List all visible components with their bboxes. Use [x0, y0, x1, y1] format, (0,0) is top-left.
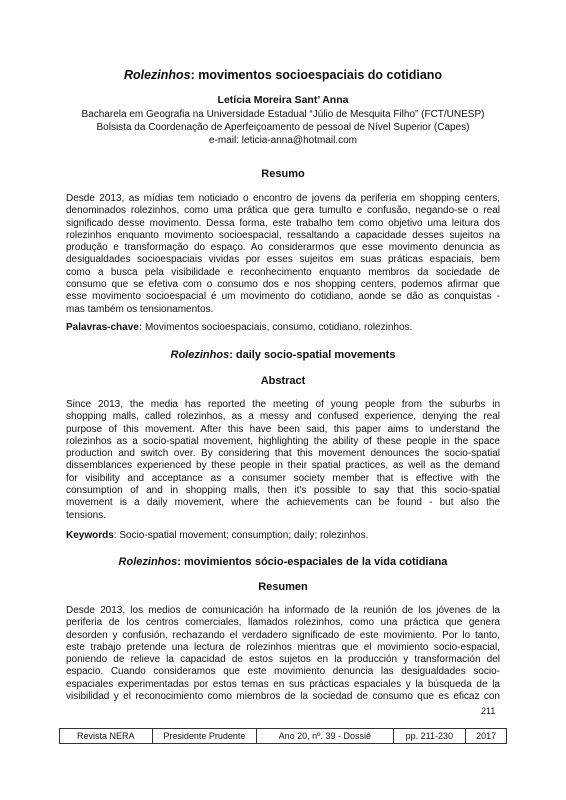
abstract-line: consumption of and in shopping malls, then it's possible to say that this socio-spatial	[66, 485, 500, 497]
paper-title-italic: Rolezinhos	[123, 68, 191, 82]
abstract-line: tensions.	[66, 509, 107, 521]
english-title-rest: : daily socio-spatial movements	[229, 349, 396, 361]
spanish-title	[66, 556, 500, 568]
resumo-heading: Resumo	[261, 168, 305, 180]
abstract-heading: Abstract	[260, 375, 306, 387]
keywords-text: : Socio-spatial movement; consumption; daily; rolezinhos.	[113, 530, 369, 541]
keywords	[66, 530, 500, 542]
english-title	[66, 349, 500, 361]
resumo-line: consumo que se efetiva com o consumo dos e nos shopping centers, podemos afirmar que	[66, 279, 500, 291]
resumo-text	[66, 193, 500, 316]
abstract-line: dissemblances experienced by these people in their spatial practices, as well as the demand	[66, 460, 500, 472]
resumen-line: este trabajo pretende una lectura de rolezinhos mientras que el movimiento socio-espacial,	[66, 641, 500, 653]
keywords-text: Movimentos socioespaciais, consumo, cotidiano, rolezinhos.	[144, 322, 413, 333]
abstract-line: for visibility and acceptance as a consumer society member that is effective with the	[66, 472, 500, 484]
resumo-line: produção e transformação do espaço. Ao considerarmos que esse movimento denuncia as	[66, 242, 500, 254]
footer-year: 2017	[476, 731, 497, 741]
palavras-chave	[66, 322, 500, 334]
resumo-line: rolezinhos enquanto movimento socioespacial, ressaltando a capacidade desses sujeitos na	[66, 229, 500, 241]
english-title-italic: Rolezinhos	[170, 349, 230, 361]
paper-title-rest: : movimentos socioespaciais do cotidiano	[190, 68, 443, 82]
resumo-line: como a busca pela visibilidade e reconhecimento enquanto membros da sociedade de	[66, 266, 500, 278]
abstract-line: purpose of this movement. After this have been said, this paper aims to understand the	[66, 423, 500, 435]
abstract-line: production and switch over. By considering that this movement denounces the socio-spatial	[66, 448, 500, 460]
resumo-line: desigualdades socioespaciais vividas por esses sujeitos em suas práticas espaciais, bem	[66, 254, 500, 266]
resumo-line: significado desse movimento. Dessa forma, este trabalho tem como objetivo uma leitura dos	[66, 217, 500, 229]
resumen-line: Desde 2013, los medios de comunicación ha informado de la reunión de los jóvenes de la	[66, 605, 500, 616]
abstract-line: movement is a daily movement, where the achievements can be found - but also the	[66, 497, 500, 509]
resumen-text	[66, 605, 500, 703]
abstract-line: rolezinhos as a socio-spatial movement, highlighting the ability of these people in the space	[66, 435, 500, 447]
affiliation-line: Bolsista da Coordenação de Aperfeiçoamento de pessoal de Nível Superior (Capes)	[96, 122, 470, 133]
resumen-line: desorden y confusión, rechazando el verdadero significado de este movimiento. Por lo tanto,	[66, 629, 500, 641]
author-name: Letícia Moreira Sant’ Anna	[217, 94, 349, 106]
spanish-title-italic: Rolezinhos	[118, 556, 178, 568]
journal-footer	[59, 728, 507, 744]
paper-title	[66, 68, 500, 82]
footer-city: Presidente Prudente	[153, 729, 258, 743]
resumen-line: espaciales experimentadas por estos temas en sus prácticas espaciales y la búsqueda de la	[66, 678, 500, 690]
author-affiliation	[66, 108, 500, 147]
footer-issue: Ano 20, nº. 39 - Dossiê	[257, 729, 393, 743]
resumo-line: Desde 2013, as mídias tem noticiado o encontro de jovens da periferia em shopping centers,	[66, 193, 500, 204]
footer-pages: pp. 211-230	[394, 729, 467, 743]
spanish-title-rest: : movimientos sócio-espaciales de la vida cotidiana	[177, 556, 448, 568]
resumo-line: esse movimento socioespacial é um movimento do cotidiano, aonde se dão as conquistas -	[66, 291, 500, 303]
keywords-label: Palavras-chave:	[66, 322, 143, 333]
abstract-text	[66, 399, 500, 522]
abstract-line: shopping malls, called rolezinhos, as a messy and confused experience, denying the real	[66, 411, 500, 423]
resumen-line: visibilidad y el reconocimiento como miembros de la sociedad de consumo que es eficaz con	[66, 691, 500, 703]
resumo-line: denominados rolezinhos, como uma prática que gera tumulto e confusão, negando-se o real	[66, 205, 500, 217]
author-email: e-mail: leticia-anna@hotmail.com	[209, 135, 357, 146]
resumen-heading: Resumen	[258, 581, 308, 593]
page-number: 211	[481, 706, 496, 716]
affiliation-line: Bacharela em Geografia na Universidade Estadual “Júlio de Mesquita Filho” (FCT/UNESP)	[81, 109, 485, 120]
resumen-line: espacio. Cuando consideramos que este movimiento denuncia las desigualdades socio-	[66, 666, 500, 678]
abstract-line: Since 2013, the media has reported the meeting of young people from the suburbs in	[66, 399, 500, 410]
footer-journal: Revista NERA	[60, 729, 153, 743]
resumen-line: poniendo de relieve la capacidad de estos sujetos en la producción y transformación del	[66, 654, 500, 666]
resumen-line: periferia de los centros comerciales, llamados rolezinhos, como una práctica que genera	[66, 617, 500, 629]
keywords-label: Keywords	[66, 530, 114, 541]
resumo-line: mas também os tensionamentos.	[66, 303, 214, 315]
